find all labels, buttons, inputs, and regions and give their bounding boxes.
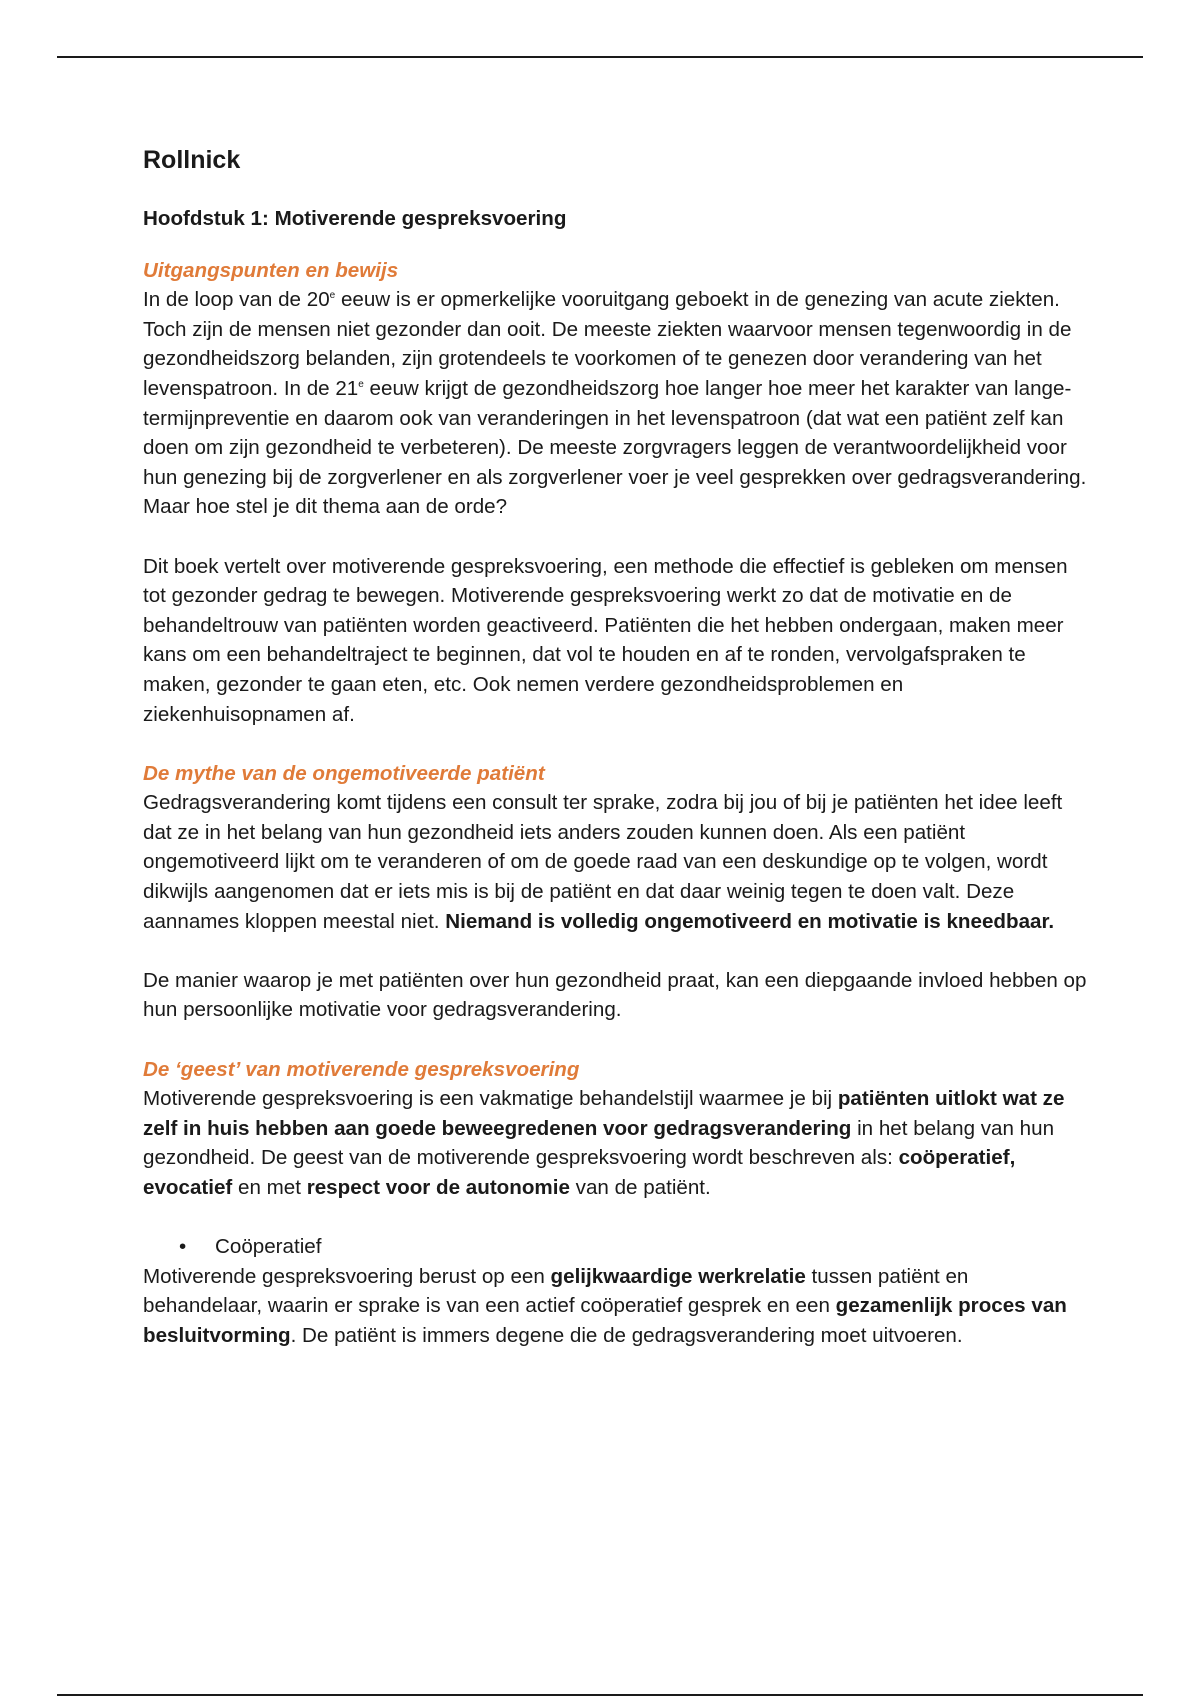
bullet-item-cooperatief: • Coöperatief (143, 1232, 1088, 1262)
bold-text: gelijkwaardige werkrelatie (550, 1264, 806, 1288)
text-run: eeuw is er opmerkelijke vooruitgang geboekt in de genezing van acute ziekten. Toch zijn de mensen niet gezonder dan ooit. De meeste ziekten waarvoor mensen tegenwoordig in de gezondheidszorg belanden, zijn grotendeels te voorkomen of te genezen door verandering van het levenspatroon. In de 21 (143, 288, 1072, 400)
text-run: tussen patiënt en behandelaar, waarin er sprake is van een actief coöperatief gesprek en een (143, 1264, 969, 1318)
text-run: . De patiënt is immers degene die de gedragsverandering moet uitvoeren. (290, 1323, 963, 1347)
bold-text: Niemand is volledig ongemotiveerd en motivatie is kneedbaar. (445, 909, 1055, 933)
text-run: eeuw krijgt de gezondheidszorg hoe langer hoe meer het karakter van lange-termijnpreventie en daarom ook van veranderingen in het levenspatroon (dat wat een patiënt zelf kan doen om zijn gezondheid te verbeteren). De meeste zorgvragers leggen de verantwoordelijkheid voor hun genezing bij de zorgverlener en als zorgverlener voer je veel gesprekken over gedragsverandering. Maar hoe stel je dit thema aan de orde? (143, 376, 1087, 519)
paragraph-cooperatief (143, 1262, 1088, 1351)
text-run: van de patiënt. (569, 1176, 711, 1199)
paragraph-mythe (143, 788, 1088, 936)
bold-text: respect voor de autonomie (306, 1176, 570, 1199)
bold-text: gezamenlijk proces van besluitvorming (143, 1294, 1067, 1347)
section-heading-mythe: De mythe van de ongemotiveerde patiënt (143, 761, 545, 785)
superscript: e (358, 379, 364, 391)
paragraph-geest (143, 1084, 1088, 1202)
bold-text: patiënten uitlokt wat ze zelf in huis hebben aan goede beweegredenen voor gedragsverandering (143, 1087, 1065, 1140)
text-run: Gedragsverandering komt tijdens een consult ter sprake, zodra bij jou of bij je patiënten het idee leeft dat ze in het belang van hun gezondheid iets anders zouden kunnen doen. Als een patiënt ongemotiveerd lijkt om te veranderen of om de goede raad van een deskundige op te volgen, wordt dikwijls aangenomen dat er iets mis is bij de patiënt en dat daar weinig tegen te doen valt. Deze aannames kloppen meestal niet. (143, 791, 1063, 933)
superscript: e (329, 290, 336, 302)
top-rule (57, 56, 1143, 58)
bullet-list (143, 1232, 1088, 1262)
text-run: In de loop van de 20 (143, 288, 330, 312)
text-run: Motiverende gespreksvoering berust op een (143, 1264, 551, 1288)
text-run: in het belang van hun gezondheid. De geest van de motiverende gespreksvoering wordt beschreven als: (143, 1116, 1055, 1170)
section-heading-uitgangspunten: Uitgangspunten en bewijs (143, 258, 399, 282)
document-body (143, 142, 1088, 1351)
paragraph-uitgangspunten (143, 285, 1088, 522)
text-run: en met (232, 1176, 307, 1199)
bottom-rule (57, 1694, 1143, 1696)
paragraph-manier: De manier waarop je met patiënten over hun gezondheid praat, kan een diepgaande invloed hebben op hun persoonlijke motivatie voor gedragsverandering. (143, 968, 1087, 1022)
text-run: Motiverende gespreksvoering is een vakmatige behandelstijl waarmee je bij (143, 1087, 838, 1111)
document-title: Rollnick (143, 146, 241, 174)
paragraph-boek: Dit boek vertelt over motiverende gespreksvoering, een methode die effectief is gebleken om mensen tot gezonder gedrag te bewegen. Motiverende gespreksvoering werkt zo dat de motivatie en de behandeltrouw van patiënten worden geactiveerd. Patiënten die het hebben ondergaan, maken meer kans om een behandeltraject te beginnen, dat vol te houden en af te ronden, vervolgafspraken te maken, gezonder te gaan eten, etc. Ook nemen verdere gezondheidsproblemen en ziekenhuisopnamen af. (143, 554, 1068, 726)
section-heading-geest: De ‘geest’ van motiverende gespreksvoering (143, 1057, 580, 1081)
chapter-title: Hoofdstuk 1: Motiverende gespreksvoering (143, 207, 567, 230)
bold-text: coöperatief, evocatief (143, 1146, 1016, 1199)
